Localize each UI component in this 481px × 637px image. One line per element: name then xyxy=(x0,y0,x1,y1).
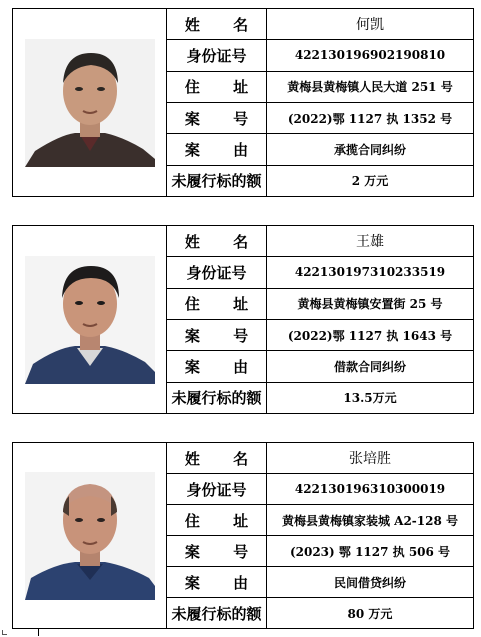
value-id: 422130196902190810 xyxy=(294,48,446,63)
row-name xyxy=(167,226,473,257)
page-corner-mark xyxy=(2,630,7,635)
value-cause: 承揽合同纠纷 xyxy=(333,142,406,157)
row-id xyxy=(167,40,473,71)
photo-cell xyxy=(13,9,167,196)
label-case-no: 案 号 xyxy=(167,103,267,133)
text-cursor xyxy=(38,628,39,636)
row-amount xyxy=(167,166,473,196)
row-cause xyxy=(167,351,473,382)
label-case-no: 案 号 xyxy=(167,536,267,566)
label-name: 姓 名 xyxy=(167,9,267,39)
row-name xyxy=(167,9,473,40)
value-amount: 13.5万元 xyxy=(343,391,397,406)
person-card-2 xyxy=(12,225,474,414)
portrait-photo xyxy=(25,472,155,600)
label-cause: 案 由 xyxy=(167,567,267,597)
label-cause: 案 由 xyxy=(167,134,267,164)
label-amount: 未履行标的额 xyxy=(167,383,267,413)
value-cause: 借款合同纠纷 xyxy=(333,359,406,374)
row-address xyxy=(167,505,473,536)
value-id: 422130196310300019 xyxy=(294,482,446,496)
value-address: 黄梅县黄梅镇人民大道 251 号 xyxy=(287,80,453,95)
value-address: 黄梅县黄梅镇家装城 A2-128 号 xyxy=(281,513,459,528)
value-amount: 80 万元 xyxy=(347,606,393,621)
row-id xyxy=(167,257,473,288)
photo-cell xyxy=(13,226,167,413)
row-address xyxy=(167,72,473,103)
row-amount xyxy=(167,598,473,628)
row-address xyxy=(167,289,473,320)
row-cause xyxy=(167,134,473,165)
label-address: 住 址 xyxy=(167,505,267,535)
label-name: 姓 名 xyxy=(167,226,267,256)
person-card-3 xyxy=(12,442,474,629)
value-id: 422130197310233519 xyxy=(294,265,446,280)
value-case-no: (2023) 鄂 1127 执 506 号 xyxy=(289,544,451,559)
label-id: 身份证号 xyxy=(167,474,267,504)
label-address: 住 址 xyxy=(167,72,267,102)
photo-cell xyxy=(13,443,167,628)
row-amount xyxy=(167,383,473,413)
portrait-photo xyxy=(25,256,155,384)
value-address: 黄梅县黄梅镇安置街 25 号 xyxy=(297,297,443,312)
label-cause: 案 由 xyxy=(167,351,267,381)
label-name: 姓 名 xyxy=(167,443,267,473)
value-case-no: (2022)鄂 1127 执 1643 号 xyxy=(287,328,453,343)
row-case-no xyxy=(167,320,473,351)
label-amount: 未履行标的额 xyxy=(167,598,267,628)
value-name: 何凯 xyxy=(356,17,384,34)
row-case-no xyxy=(167,103,473,134)
label-id: 身份证号 xyxy=(167,40,267,70)
value-name: 王雄 xyxy=(356,234,384,251)
label-amount: 未履行标的额 xyxy=(167,166,267,196)
label-id: 身份证号 xyxy=(167,257,267,287)
value-cause: 民间借贷纠纷 xyxy=(333,575,406,590)
label-case-no: 案 号 xyxy=(167,320,267,350)
row-cause xyxy=(167,567,473,598)
row-case-no xyxy=(167,536,473,567)
label-address: 住 址 xyxy=(167,289,267,319)
portrait-photo xyxy=(25,39,155,167)
value-name: 张培胜 xyxy=(349,451,391,467)
row-id xyxy=(167,474,473,505)
value-case-no: (2022)鄂 1127 执 1352 号 xyxy=(287,111,453,126)
row-name xyxy=(167,443,473,474)
value-amount: 2 万元 xyxy=(351,174,389,189)
person-card-1 xyxy=(12,8,474,197)
